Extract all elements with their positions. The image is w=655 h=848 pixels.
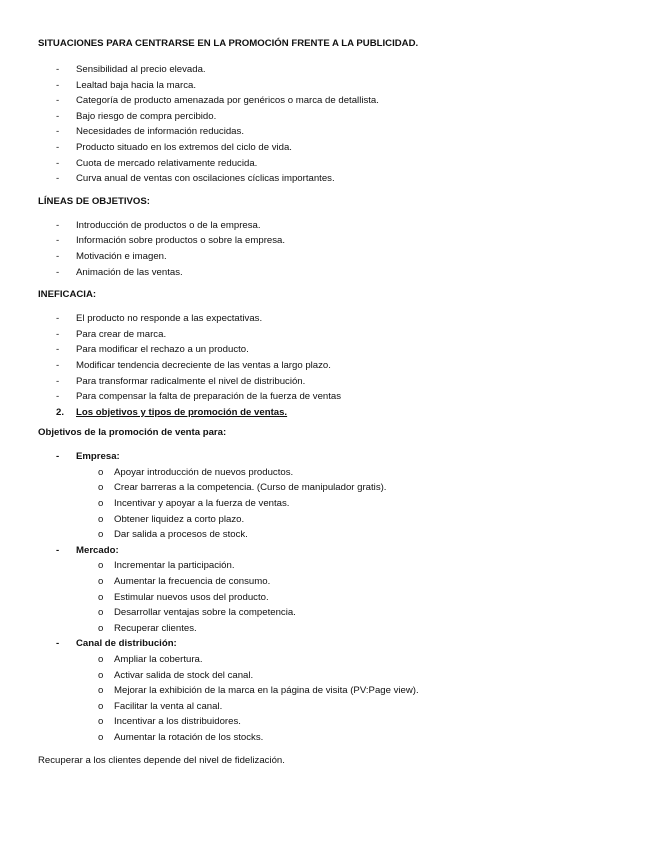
list-item-text: Para compensar la falta de preparación de la fuerza de ventas [76,391,342,403]
list-item [38,233,628,249]
list-item [38,465,628,481]
list-item-text: Producto situado en los extremos del ciclo de vida. [76,141,292,153]
list-item [38,62,628,78]
objetivos-heading: Objetivos de la promoción de venta para: [38,427,227,439]
dash-marker: - [56,359,60,371]
group-label [38,449,628,465]
list-item-text: Motivación e imagen. [76,250,167,262]
list-item-text: Modificar tendencia decreciente de las ventas a largo plazo. [76,359,331,371]
list-item-text: Lealtad baja hacia la marca. [76,79,196,91]
dash-marker: - [56,79,60,91]
list-item-text: Activar salida de stock del canal. [114,669,254,681]
list-item [38,78,628,94]
canal-items [38,652,628,746]
groups-list [38,449,628,465]
group-label-text: Canal de distribución: [76,638,177,650]
list-item-text: El producto no responde a las expectativas. [76,313,263,325]
list-item [38,699,628,715]
dash-marker: - [56,95,60,107]
dash-marker: - [56,64,60,75]
dash-marker: - [56,235,60,247]
list-item-text: Estimular nuevos usos del producto. [114,591,269,603]
list-item-text: Recuperar clientes. [114,622,197,634]
document-title: SITUACIONES PARA CENTRARSE EN LA PROMOCIÓN FRENTE A LA PUBLICIDAD. [38,38,419,49]
dash-marker: - [56,328,60,340]
list-item-text: Para modificar el rechazo a un producto. [76,344,249,356]
groups-list [38,543,628,559]
list-item [38,249,628,265]
list-item [38,668,628,684]
list-item-text: Curva anual de ventas con oscilaciones cíclicas importantes. [76,173,335,185]
list-item-text: Crear barreras a la competencia. (Curso de manipulador gratis). [114,482,387,494]
group-label-text: Mercado: [76,544,119,556]
list-item [38,327,628,343]
list-item [38,605,628,621]
list-item-text: Para crear de marca. [76,328,167,340]
list-item [38,714,628,730]
list-item-text: Mejorar la exhibición de la marca en la página de visita (PV:Page view). [114,685,419,697]
bullet-marker: o [98,482,104,494]
list-item [38,109,628,125]
closing-paragraph: Recuperar a los clientes depende del nivel de fidelización. [38,754,285,766]
list-item-text: Aumentar la rotación de los stocks. [114,731,264,743]
list-item [38,156,628,172]
list-item-text: Ampliar la cobertura. [114,654,203,665]
ineficacia-heading: INEFICACIA: [38,289,97,301]
list-item [38,527,628,543]
list-item [38,342,628,358]
list-item [38,265,628,281]
dash-marker: - [56,250,60,262]
dash-marker: - [56,391,60,403]
list-item-text: Aumentar la frecuencia de consumo. [114,576,271,588]
list-item [38,171,628,187]
bullet-marker: o [98,716,104,728]
list-item-text: Incentivar y apoyar a la fuerza de ventas. [114,498,290,510]
lineas-list [38,218,628,280]
list-item-text: Sensibilidad al precio elevada. [76,64,206,75]
dash-marker: - [56,451,60,463]
list-item [38,590,628,606]
list-item-text: Cuota de mercado relativamente reducida. [76,157,258,169]
numbered-heading [38,405,628,421]
dash-marker: - [56,375,60,387]
list-item [38,496,628,512]
bullet-marker: o [98,731,104,743]
list-item-text: Incrementar la participación. [114,560,235,572]
document-page [38,37,628,777]
bullet-marker: o [98,498,104,510]
bullet-marker: o [98,607,104,619]
list-item [38,621,628,637]
list-item-text: Información sobre productos o sobre la empresa. [76,235,286,247]
list-item-text: Desarrollar ventajas sobre la competencia. [114,607,296,619]
bullet-marker: o [98,576,104,588]
list-item [38,558,628,574]
list-item-text: Introducción de productos o de la empresa. [76,219,261,231]
bullet-marker: o [98,669,104,681]
list-item-text: Para transformar radicalmente el nivel de distribución. [76,375,306,387]
list-item [38,93,628,109]
bullet-marker: o [98,685,104,697]
group-label [38,543,628,559]
dash-marker: - [56,126,60,138]
dash-marker: - [56,157,60,169]
list-item [38,389,628,405]
section-heading-text: Los objetivos y tipos de promoción de ventas. [76,406,288,418]
dash-marker: - [56,219,60,231]
groups-list [38,636,628,652]
bullet-marker: o [98,560,104,572]
situaciones-list [38,62,628,187]
dash-marker: - [56,544,60,556]
list-item-text: Bajo riesgo de compra percibido. [76,110,217,122]
dash-marker: - [56,110,60,122]
list-item [38,358,628,374]
list-item [38,512,628,528]
list-item-text: Incentivar a los distribuidores. [114,716,241,728]
bullet-marker: o [98,591,104,603]
dash-marker: - [56,344,60,356]
ineficacia-list [38,311,628,420]
list-item-text: Facilitar la venta al canal. [114,700,223,712]
bullet-marker: o [98,700,104,712]
list-item [38,652,628,668]
list-item-text: Dar salida a procesos de stock. [114,529,248,541]
list-item-text: Animación de las ventas. [76,266,183,278]
dash-marker: - [56,173,60,185]
mercado-items [38,558,628,636]
list-item [38,311,628,327]
bullet-marker: o [98,622,104,634]
dash-marker: - [56,313,60,325]
number-marker: 2. [56,406,65,418]
dash-marker: - [56,141,60,153]
list-item-text: Obtener liquidez a corto plazo. [114,513,245,525]
lineas-heading: LÍNEAS DE OBJETIVOS: [38,195,150,207]
group-label-text: Empresa: [76,451,120,463]
bullet-marker: o [98,654,104,665]
list-item-text: Necesidades de información reducidas. [76,126,244,138]
bullet-marker: o [98,513,104,525]
list-item [38,124,628,140]
list-item [38,218,628,234]
list-item-text: Apoyar introducción de nuevos productos. [114,466,294,478]
list-item-text: Categoría de producto amenazada por genéricos o marca de detallista. [76,95,379,107]
list-item [38,480,628,496]
list-item [38,374,628,390]
empresa-items [38,465,628,543]
list-item [38,683,628,699]
list-item [38,730,628,746]
list-item [38,140,628,156]
dash-marker: - [56,266,60,278]
list-item [38,574,628,590]
dash-marker: - [56,638,60,650]
bullet-marker: o [98,466,104,478]
bullet-marker: o [98,529,104,541]
group-label [38,636,628,652]
